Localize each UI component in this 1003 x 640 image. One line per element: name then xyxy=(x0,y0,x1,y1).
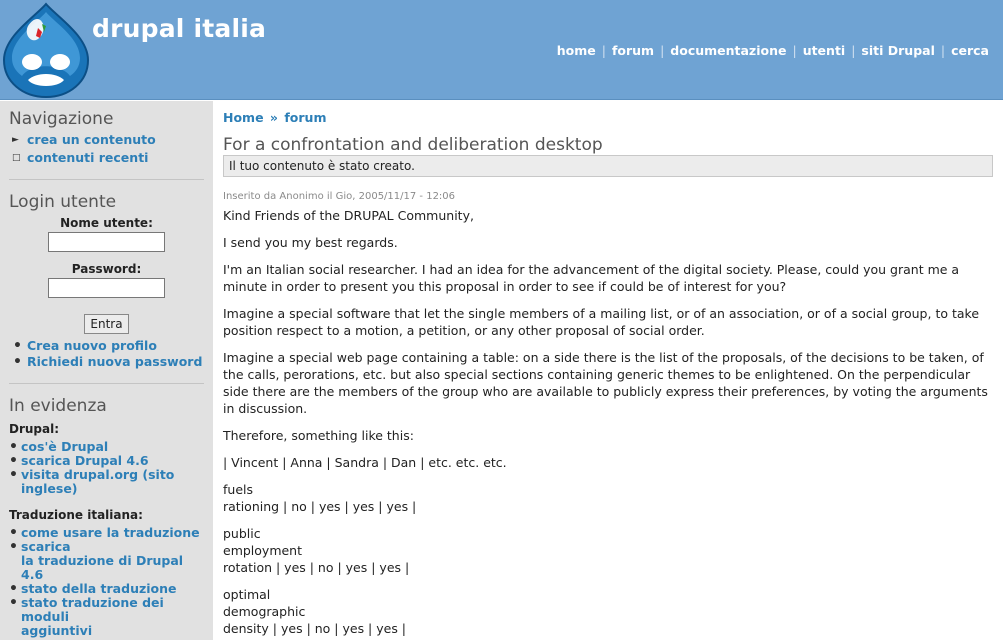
download-drupal-link[interactable]: scarica Drupal 4.6 xyxy=(21,453,149,468)
breadcrumb xyxy=(223,110,993,125)
navigation-block-title: Navigazione xyxy=(9,109,114,129)
page-title: For a confrontation and deliberation desktop xyxy=(223,135,603,155)
left-sidebar xyxy=(0,101,213,640)
nav-separator: | xyxy=(792,43,797,58)
list-item xyxy=(9,526,204,540)
nav-separator: | xyxy=(940,43,946,58)
block-divider xyxy=(9,383,204,384)
login-block-title: Login utente xyxy=(9,192,117,212)
nav-link-documentazione[interactable]: documentazione xyxy=(670,43,787,58)
password-field[interactable] xyxy=(48,278,165,298)
list-item xyxy=(9,454,204,468)
download-translation-link[interactable] xyxy=(21,539,183,582)
featured-block-title: In evidenza xyxy=(9,396,107,416)
list-item xyxy=(9,440,204,454)
paragraph: Imagine a special web page containing a table: on a side there is the list of the proposals, of the decisions to be taken, of the calls, perorations, etc. but also special sections containing generic themes to be enlightened. On the perpendicular side there are the members of the group who are available to publicly express their preferences, by voting the arguments in discussion. xyxy=(223,350,988,416)
collapsed-arrow-icon: ► xyxy=(12,135,19,145)
nav-item-recent-content[interactable] xyxy=(9,151,204,165)
link-text: aggiuntivi xyxy=(21,623,93,638)
translation-links xyxy=(9,526,204,638)
request-password-link[interactable]: Richiedi nuova password xyxy=(27,354,203,369)
site-name[interactable]: drupal italia xyxy=(92,14,267,43)
nav-item-label[interactable]: contenuti recenti xyxy=(27,150,149,165)
status-message: Il tuo contenuto è stato creato. xyxy=(223,155,993,177)
paragraph: fuels rationing | no | yes | yes | yes | xyxy=(223,482,417,514)
nav-separator: | xyxy=(851,43,856,58)
username-label: Nome utente: xyxy=(60,216,153,230)
paragraph: public employment rotation | yes | no | yes | yes | xyxy=(223,526,410,575)
list-item xyxy=(9,540,204,582)
how-to-use-translation-link[interactable]: come usare la traduzione xyxy=(21,525,200,540)
translation-subheading: Traduzione italiana: xyxy=(9,508,143,522)
drupal-drop-logo-icon[interactable] xyxy=(2,2,90,98)
list-item xyxy=(9,339,204,353)
link-text: stato traduzione dei moduli xyxy=(21,595,164,624)
create-account-link[interactable]: Crea nuovo profilo xyxy=(27,338,157,353)
nav-separator: | xyxy=(660,43,665,58)
nav-item-label[interactable]: crea un contenuto xyxy=(27,132,156,147)
nav-link-cerca[interactable]: cerca xyxy=(951,43,989,58)
breadcrumb-forum-link[interactable]: forum xyxy=(284,110,327,125)
password-label: Password: xyxy=(71,262,142,276)
paragraph: I'm an Italian social researcher. I had an idea for the advancement of the digital society. Please, could you grant me a minute in order to present you this proposal in order to see if could be of interest for you? xyxy=(223,262,960,294)
translation-status-link[interactable]: stato della traduzione xyxy=(21,581,177,596)
username-field[interactable] xyxy=(48,232,165,252)
nav-link-utenti[interactable]: utenti xyxy=(802,43,846,58)
login-form xyxy=(9,216,204,338)
paragraph: Kind Friends of the DRUPAL Community, xyxy=(223,208,474,223)
link-text: la traduzione di Drupal 4.6 xyxy=(21,553,184,582)
leaf-square-icon: □ xyxy=(12,153,21,163)
post-body xyxy=(223,207,993,637)
nav-link-forum[interactable]: forum xyxy=(611,43,655,58)
modules-translation-status-link[interactable] xyxy=(21,595,164,638)
visit-drupal-org-link[interactable]: visita drupal.org (sito inglese) xyxy=(21,467,175,496)
paragraph: Therefore, something like this: xyxy=(223,428,414,443)
block-divider xyxy=(9,179,204,180)
nav-link-home[interactable]: home xyxy=(556,43,596,58)
nav-item-create-content[interactable] xyxy=(9,133,204,147)
drupal-links xyxy=(9,440,204,496)
nav-separator: | xyxy=(601,43,606,58)
drupal-subheading: Drupal: xyxy=(9,422,60,436)
paragraph: I send you my best regards. xyxy=(223,235,398,250)
paragraph: Imagine a special software that let the single members of a mailing list, or of an association, or of a social group, to take position respect to a motion, a petition, or any other proposal of social order. xyxy=(223,306,980,338)
paragraph: | Vincent | Anna | Sandra | Dan | etc. etc. etc. xyxy=(223,455,507,470)
login-links xyxy=(9,339,204,369)
main-content xyxy=(213,101,1003,640)
site-header xyxy=(0,0,1003,100)
paragraph: optimal demographic density | yes | no | yes | yes | xyxy=(223,587,407,636)
list-item xyxy=(9,582,204,596)
what-is-drupal-link[interactable]: cos'è Drupal xyxy=(21,439,109,454)
login-submit-button[interactable]: Entra xyxy=(84,314,128,334)
submitted-info: Inserito da Anonimo il Gio, 2005/11/17 - 12:06 xyxy=(223,191,456,202)
link-text: scarica xyxy=(21,539,71,554)
breadcrumb-separator: » xyxy=(269,110,278,125)
list-item xyxy=(9,468,204,496)
nav-link-siti-drupal[interactable]: siti Drupal xyxy=(861,43,935,58)
list-item xyxy=(9,355,204,369)
list-item xyxy=(9,596,204,638)
navigation-menu xyxy=(9,133,204,165)
primary-links xyxy=(557,43,989,58)
breadcrumb-home-link[interactable]: Home xyxy=(223,110,264,125)
